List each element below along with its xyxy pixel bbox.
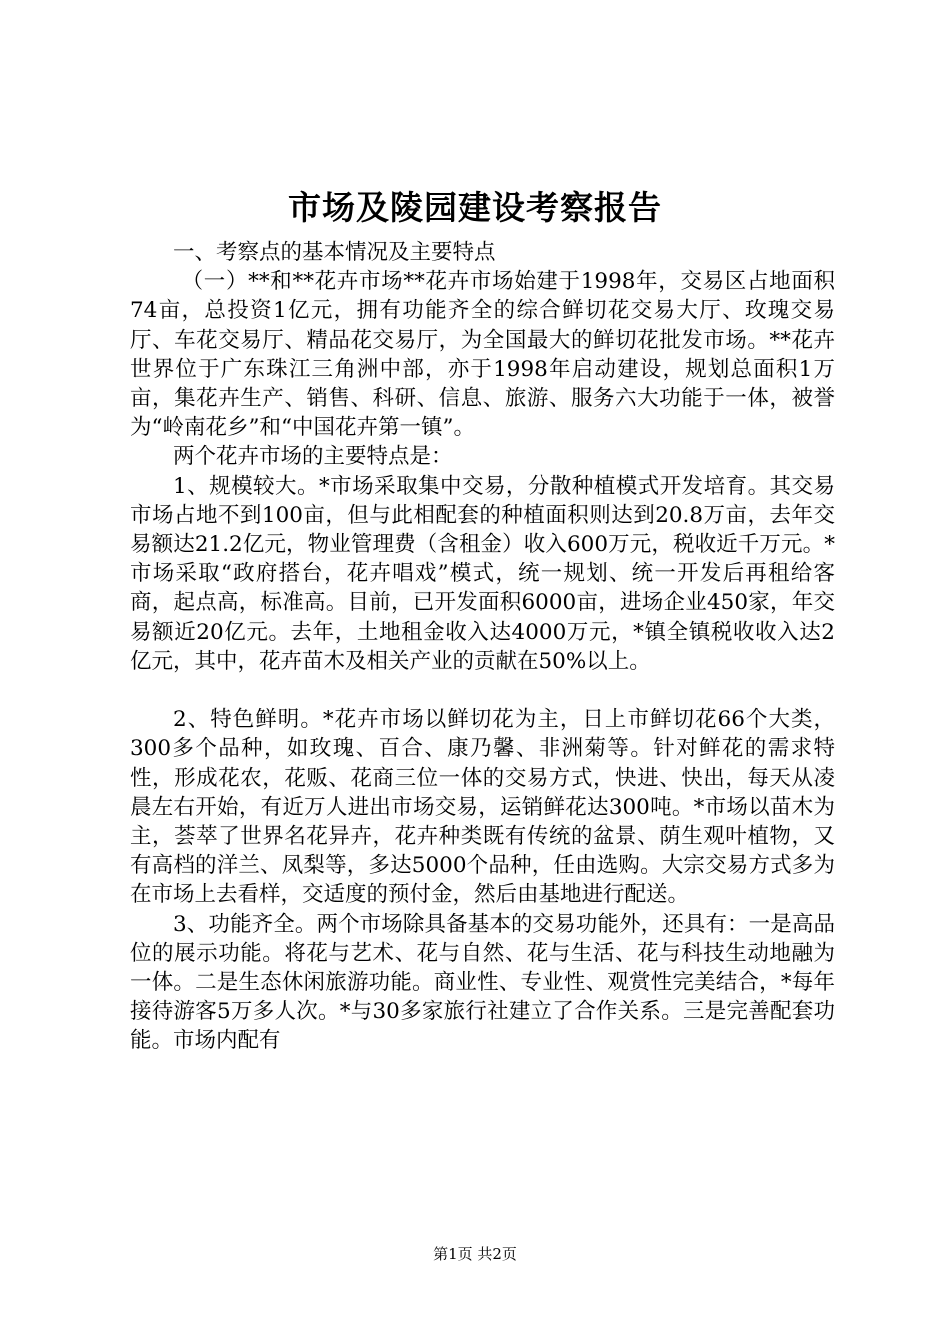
document-body — [130, 238, 835, 1056]
paragraph-feature-distinctive: 2、特色鲜明。*花卉市场以鲜切花为主，日上市鲜切花66个大类，300多个品种，如玫瑰、百合、康乃馨、非洲菊等。针对鲜花的需求特性，形成花农，花贩、花商三位一体的交易方式，快进、快出，每天从凌晨左右开始，有近万人进出市场交易，运销鲜花达300吨。*市场以苗木为主，荟萃了世界名花异卉，花卉种类既有传统的盆景、荫生观叶植物，又有高档的洋兰、凤梨等，多达5000个品种，任由选购。大宗交易方式多为在市场上去看样，交适度的预付金，然后由基地进行配送。 — [130, 707, 835, 908]
paragraph-market-intro: （一）**和**花卉市场**花卉市场始建于1998年，交易区占地面积74亩，总投资1亿元，拥有功能齐全的综合鲜切花交易大厅、玫瑰交易厅、车花交易厅、精品花交易厅，为全国最大的鲜切花批发市场。**花卉世界位于广东珠江三角洲中部，亦于1998年启动建设，规划总面积1万亩，集花卉生产、销售、科研、信息、旅游、服务六大功能于一体，被誉为“岭南花乡”和“中国花卉第一镇”。 — [130, 269, 835, 441]
page-footer: 第1页 共2页 — [433, 1245, 517, 1263]
paragraph-feature-scale: 1、规模较大。*市场采取集中交易，分散种植模式开发培育。其交易市场占地不到100亩，但与此相配套的种植面积则达到20.8万亩，去年交易额达21.2亿元，物业管理费（含租金）收入600万元，税收近千万元。*市场采取“政府搭台，花卉唱戏”模式，统一规划、统一开发后再租给客商，起点高，标准高。目前，已开发面积6000亩，进场企业450家，年交易额近20亿元。去年，土地租金收入达4000万元，*镇全镇税收收入达2亿元，其中，花卉苗木及相关产业的贡献在50%以上。 — [130, 473, 835, 674]
paragraph-feature-functions: 3、功能齐全。两个市场除具备基本的交易功能外，还具有：一是高品位的展示功能。将花与艺术、花与自然、花与生活、花与科技生动地融为一体。二是生态休闲旅游功能。商业性、专业性、观赏性完美结合，*每年接待游客5万多人次。*与30多家旅行社建立了合作关系。三是完善配套功能。市场内配有 — [130, 911, 835, 1054]
document-title: 市场及陵园建设考察报告 — [288, 188, 662, 227]
paragraph-features-lead: 两个花卉市场的主要特点是： — [173, 444, 453, 470]
section-heading: 一、考察点的基本情况及主要特点 — [173, 240, 496, 265]
